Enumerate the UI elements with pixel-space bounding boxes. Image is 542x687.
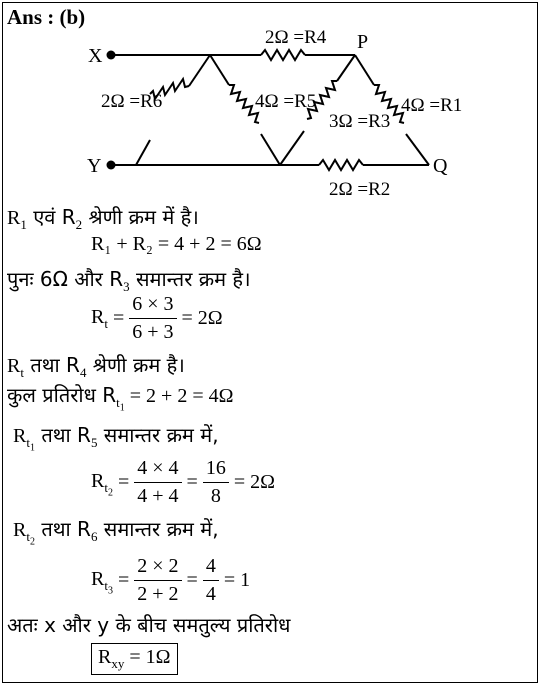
equation-rt3: $R_{t_3}$ = $\frac{2 \times 2}{2 + 2}$ = $\frac{4}{4}$ = 1 — [91, 555, 251, 605]
answer-box — [2, 2, 538, 683]
resistor-r4-zigzag — [261, 50, 305, 60]
line-r1-r2-series: $R_1$ एवं $R_2$ श्रेणी क्रम में है। — [7, 205, 199, 232]
wire-r5-upper — [210, 55, 229, 85]
equation-r1-plus-r2: R₁ + R₂ = 4 + 2 = 6Ω — [91, 233, 262, 255]
resistor-r2-zigzag — [319, 160, 363, 170]
circuit-diagram — [3, 3, 539, 203]
wire-r6-lower — [136, 140, 150, 165]
terminal-y — [107, 161, 116, 170]
wire-r3-upper — [337, 55, 355, 81]
equation-rt2: $R_{t_2}$ = $\frac{4 \times 4}{4 + 4}$ = $\frac{16}{8}$ = 2Ω — [91, 457, 275, 507]
fraction-rt2-a: $\frac{4 \times 4}{4 + 4}$ — [134, 457, 181, 508]
wire-r5-lower — [261, 134, 280, 165]
wire-r3-lower — [280, 131, 304, 165]
line-rt1-r5-parallel: $R_{t_1}$ तथा $R_5$ समान्तर क्रम में, — [13, 423, 219, 454]
equation-rt: $R_t$ = $\frac{6 \times 3}{6 + 3}$ = 2Ω — [91, 293, 223, 343]
label-r3: 3Ω =R3 — [329, 111, 391, 132]
label-r5: 4Ω =R5 — [255, 91, 317, 112]
node-label-p: P — [357, 31, 369, 53]
terminal-x — [107, 51, 116, 60]
node-label-q: Q — [433, 155, 448, 177]
final-answer-box: $R_{xy} = 1\Omega$ — [91, 643, 178, 675]
fraction-rt3-a: $\frac{2 \times 2}{2 + 2}$ — [134, 555, 181, 606]
label-r4: 2Ω =R4 — [265, 27, 327, 48]
label-r6: 2Ω =R6 — [101, 91, 163, 112]
node-label-x: X — [88, 45, 103, 67]
node-label-y: Y — [87, 155, 102, 177]
line-parallel-r3: पुनः 6Ω और $R_3$ समान्तर क्रम है। — [7, 267, 251, 294]
wire-r1-upper — [355, 55, 374, 85]
wire-r6-upper — [189, 55, 210, 86]
fraction-rt2-b: $\frac{16}{8}$ — [203, 457, 229, 508]
line-rt-r4-series: $R_t$ तथा $R_4$ श्रेणी क्रम है। — [7, 353, 185, 380]
answer-heading: Ans : (b) — [7, 5, 86, 29]
fraction-rt: $\frac{6 \times 3}{6 + 3}$ — [129, 293, 176, 344]
label-r1: 4Ω =R1 — [401, 95, 463, 116]
fraction-rt3-b: $\frac{4}{4}$ — [203, 555, 219, 606]
label-r2: 2Ω =R2 — [329, 179, 391, 200]
line-equivalent-resistance: अतः x और y के बीच समतुल्य प्रतिरोध — [7, 613, 291, 637]
wire-r1-lower — [406, 134, 429, 165]
line-rt2-r6-parallel: $R_{t_2}$ तथा $R_6$ समान्तर क्रम में, — [13, 517, 219, 548]
line-total-rt1: कुल प्रतिरोध $R_{t_1} = 2 + 2 = 4\Omega$ — [7, 383, 234, 414]
